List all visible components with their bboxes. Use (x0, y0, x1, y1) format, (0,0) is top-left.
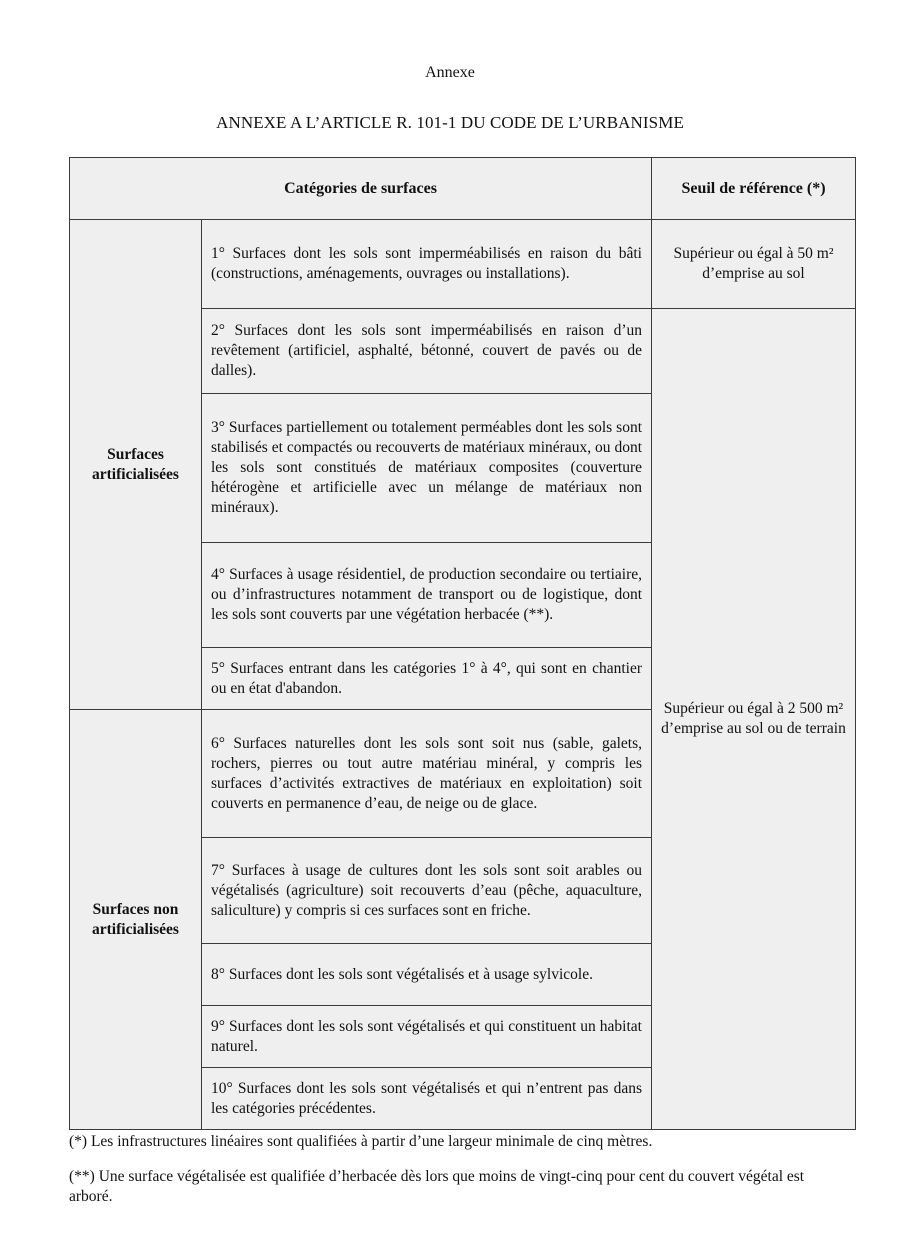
category-6: 6° Surfaces naturelles dont les sols sont soit nus (sable, galets, rochers, pierres ou tout autre matériau minéral, y compris les surfaces d’activités extractives de matériaux en exploitation) soit couverts en permanence d’eau, de neige ou de glace. (202, 710, 652, 838)
category-10: 10° Surfaces dont les sols sont végétalisés et qui n’entrent pas dans les catégories précédentes. (202, 1068, 652, 1130)
header-seuil: Seuil de référence (*) (652, 158, 856, 220)
category-3: 3° Surfaces partiellement ou totalement perméables dont les sols sont stabilisés et compactés ou recouverts de matériaux minéraux, ou dont les sols sont constitués de matériaux composites (couverture hétérogène et artificielle avec un mélange de matériaux non minéraux). (202, 394, 652, 543)
category-9: 9° Surfaces dont les sols sont végétalisés et qui constituent un habitat naturel. (202, 1006, 652, 1068)
surfaces-table (69, 157, 856, 1130)
document-title: ANNEXE A L’ARTICLE R. 101-1 DU CODE DE L’URBANISME (216, 113, 684, 132)
table-row (70, 220, 856, 309)
footnote-2: (**) Une surface végétalisée est qualifiée d’herbacée dès lors que moins de vingt-cinq pour cent du couvert végétal est arboré. (69, 1168, 805, 1205)
table-header-row (70, 158, 856, 220)
footnote-1: (*) Les infrastructures linéaires sont qualifiées à partir d’une largeur minimale de cinq mètres. (69, 1133, 653, 1150)
seuil-rest: Supérieur ou égal à 2 500 m² d’emprise au sol ou de terrain (652, 309, 856, 1130)
group-artificialisees: Surfaces artificialisées (70, 220, 202, 710)
group-non-artificialisees: Surfaces non artificialisées (70, 710, 202, 1130)
annexe-label: Annexe (425, 64, 475, 81)
category-8: 8° Surfaces dont les sols sont végétalisés et à usage sylvicole. (202, 944, 652, 1006)
seuil-first: Supérieur ou égal à 50 m² d’emprise au sol (652, 220, 856, 309)
category-2: 2° Surfaces dont les sols sont imperméabilisés en raison d’un revêtement (artificiel, asphalté, bétonné, couvert de pavés ou de dalles). (202, 309, 652, 394)
category-5: 5° Surfaces entrant dans les catégories 1° à 4°, qui sont en chantier ou en état d'abandon. (202, 648, 652, 710)
header-categories: Catégories de surfaces (70, 158, 652, 220)
category-4: 4° Surfaces à usage résidentiel, de production secondaire ou tertiaire, ou d’infrastructures notamment de transport ou de logistique, dont les sols sont couverts par une végétation herbacée (**). (202, 543, 652, 648)
category-1: 1° Surfaces dont les sols sont imperméabilisés en raison du bâti (constructions, aménagements, ouvrages ou installations). (202, 220, 652, 309)
category-7: 7° Surfaces à usage de cultures dont les sols sont soit arables ou végétalisés (agriculture) soit recouverts d’eau (pêche, aquaculture, saliculture) y compris si ces surfaces sont en friche. (202, 838, 652, 944)
